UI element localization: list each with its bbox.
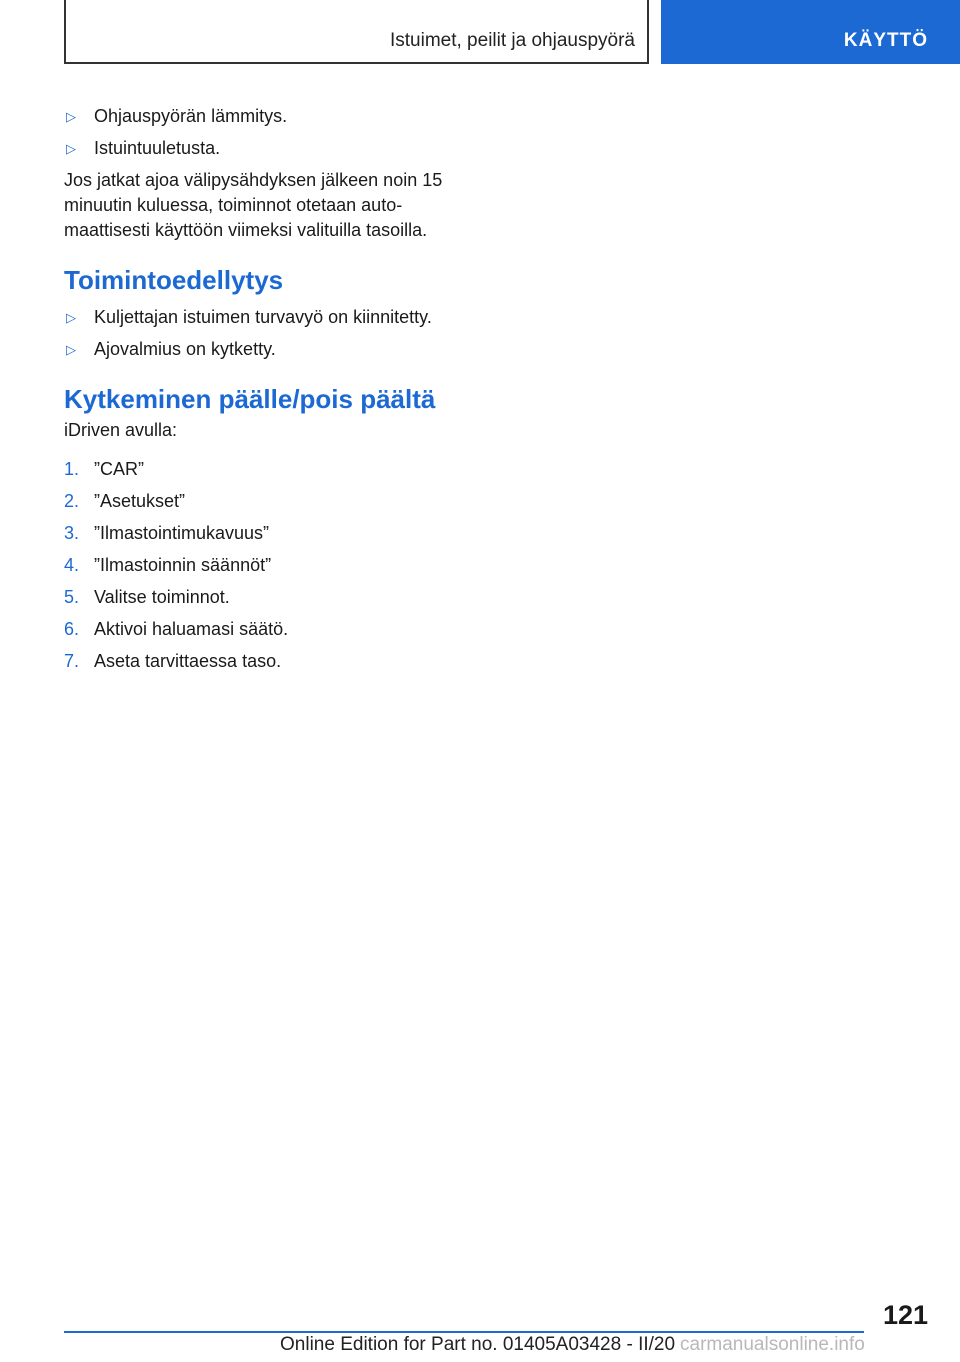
footer-divider — [64, 1331, 864, 1333]
step-number: 6. — [64, 619, 80, 639]
step-number: 4. — [64, 555, 80, 575]
step-text: Valitse toiminnot. — [94, 587, 230, 607]
section-title: KÄYTTÖ — [843, 30, 928, 51]
step-text: Aktivoi haluamasi säätö. — [94, 619, 289, 639]
chapter-title: Istuimet, peilit ja ohjauspyörä — [389, 30, 635, 51]
step-number: 7. — [64, 651, 80, 671]
list-item — [64, 104, 464, 129]
triangle-bullet-icon: ▷ — [66, 342, 76, 357]
footer-edition: Online Edition for Part no. 01405A03428 - II/20 — [280, 1334, 676, 1355]
step-number: 5. — [64, 587, 80, 607]
triangle-bullet-icon: ▷ — [66, 109, 76, 124]
intro-paragraph: Jos jatkat ajoa välipysähdyksen jälkeen noin 15 minuutin kuluessa, toiminnot otetaan automaattisesti käyttöön viimeksi valituilla tasoilla. — [64, 170, 443, 240]
switching-intro: iDriven avulla: — [64, 420, 178, 440]
page-number: 121 — [882, 1300, 928, 1330]
page-content — [64, 104, 464, 681]
step-text: ”CAR” — [94, 459, 144, 479]
list-item-text: Kuljettajan istuimen turvavyö on kiinnitetty. — [94, 307, 432, 327]
step-text: ”Ilmastoinnin säännöt” — [94, 555, 272, 575]
step-item — [64, 649, 464, 674]
header-chapter-box — [64, 0, 649, 64]
list-item-text: Ohjauspyörän lämmitys. — [94, 106, 288, 126]
step-item — [64, 553, 464, 578]
watermark: carmanualsonline.info — [680, 1334, 865, 1355]
switching-heading: Kytkeminen päälle/pois päältä — [64, 384, 436, 414]
step-text: Aseta tarvittaessa taso. — [94, 651, 282, 671]
step-text: ”Asetukset” — [94, 491, 186, 511]
step-number: 1. — [64, 459, 80, 479]
triangle-bullet-icon: ▷ — [66, 141, 76, 156]
list-item — [64, 305, 464, 330]
step-item — [64, 585, 464, 610]
step-number: 2. — [64, 491, 80, 511]
requirements-heading: Toimintoedellytys — [64, 265, 284, 295]
step-item — [64, 617, 464, 642]
step-item — [64, 521, 464, 546]
step-item — [64, 489, 464, 514]
list-item — [64, 136, 464, 161]
list-item-text: Istuintuuletusta. — [94, 138, 221, 158]
step-number: 3. — [64, 523, 80, 543]
header-section-box — [661, 0, 960, 64]
step-item — [64, 457, 464, 482]
list-item-text: Ajovalmius on kytketty. — [94, 339, 276, 359]
list-item — [64, 337, 464, 362]
step-text: ”Ilmastointimukavuus” — [94, 523, 270, 543]
triangle-bullet-icon: ▷ — [66, 310, 76, 325]
